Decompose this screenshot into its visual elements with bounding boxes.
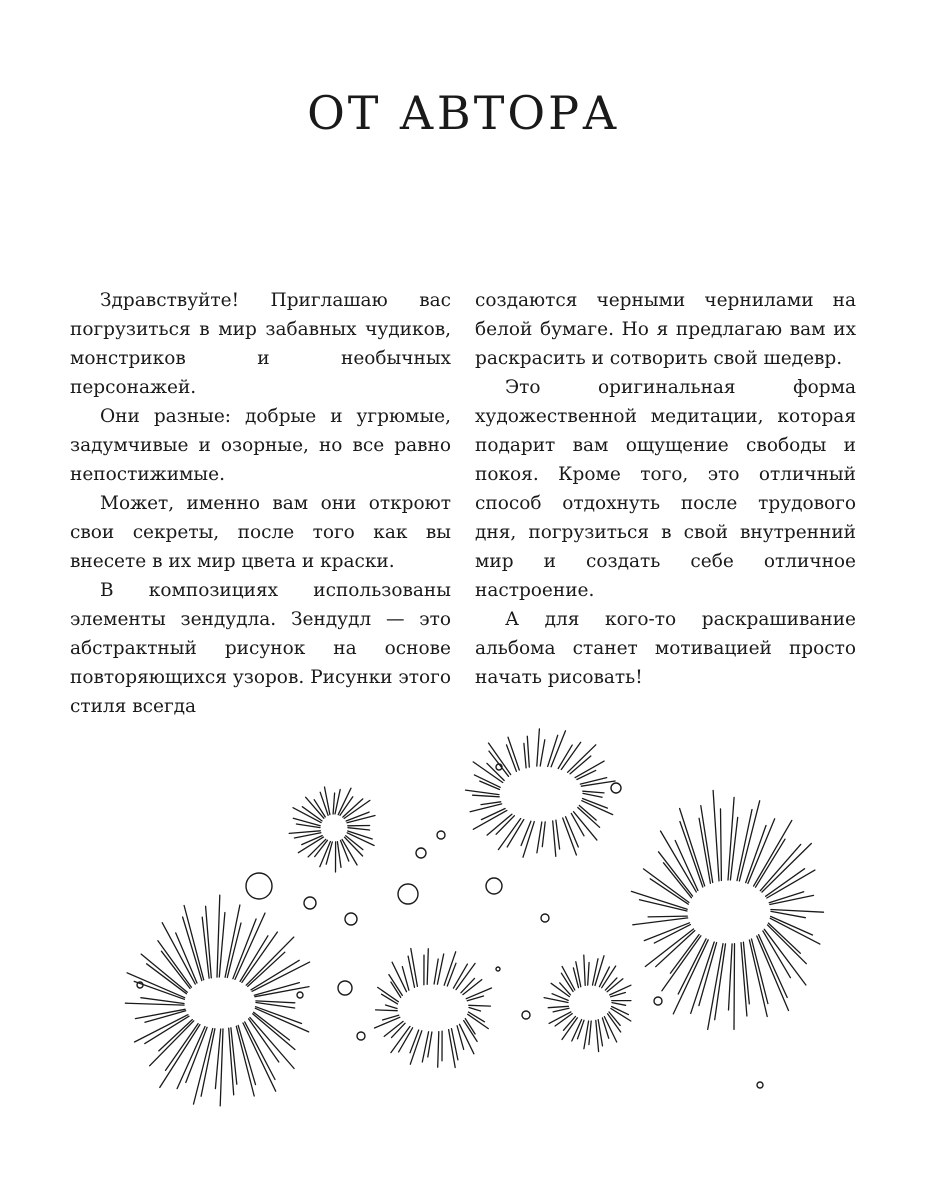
urchin-spine [527, 736, 529, 767]
urchin-spine [574, 812, 597, 840]
urchin-spine [680, 809, 705, 886]
urchin-spine [743, 942, 749, 1004]
bubble-circle [611, 783, 621, 793]
paragraph: Здравствуйте! Приглашаю вас погрузиться в мир забавных чудиков, монстриков и необычных персонажей. [70, 290, 451, 398]
bubble-circle [437, 831, 445, 839]
urchin-spine [333, 793, 335, 814]
urchin-spine [578, 808, 600, 828]
paragraph: Они разные: добрые и угрюмые, задумчивые и озорные, но все равно непостижимые. [70, 406, 451, 485]
urchin-spine [593, 959, 599, 985]
urchin-spine [583, 791, 604, 793]
urchin-spine [576, 962, 581, 987]
urchin-spine [158, 941, 192, 988]
urchin-spine [457, 1026, 464, 1050]
urchin-spine [256, 1007, 302, 1024]
bubble-circle [757, 1082, 763, 1088]
urchin-spine [447, 963, 456, 986]
urchin-spine [602, 1018, 608, 1038]
urchin-spine [701, 806, 713, 883]
urchin-spine [202, 917, 209, 978]
zendoodle-sea-urchins-illustration [0, 700, 927, 1120]
urchin-spine [215, 1029, 220, 1089]
urchin-spine [487, 814, 512, 835]
urchin-spine [581, 781, 615, 786]
urchin-spine [760, 844, 800, 890]
urchin-spine [578, 1020, 585, 1039]
paragraph: Это оригинальная форма художественной медитации, которая подарит вам ощущение свободы и покоя. Кроме того, это отличный способ отдохнуть после трудового дня, погрузиться в свой внутренний мир и создать себе отличное настроение. [475, 377, 856, 601]
urchin-spine [348, 828, 370, 830]
urchin-spine [524, 743, 526, 767]
urchin-spine [337, 842, 341, 868]
urchin-spine [469, 1005, 491, 1006]
urchin-spine [177, 1027, 205, 1089]
urchin-spine [427, 949, 428, 985]
urchin-spine [481, 802, 501, 805]
urchin-spine [410, 1030, 419, 1053]
paragraph: В композициях использованы элементы зендудла. Зендудл — это абстрактный рисунок на основе повторяющихся узоров. Рисунки этого стиля всегда [70, 580, 451, 717]
urchin-doodle [289, 787, 375, 872]
urchin-spine [596, 1020, 599, 1051]
urchin-spine [579, 806, 596, 821]
urchin-spine [659, 852, 693, 896]
urchin-spine [721, 809, 722, 881]
text-column-right [475, 286, 856, 692]
urchin-spine [236, 1026, 254, 1096]
urchin-spine [294, 833, 320, 838]
urchin-spine [160, 1025, 200, 1088]
urchin-spine [238, 1025, 255, 1084]
urchin-spine [771, 911, 805, 917]
urchin-spine [469, 1008, 481, 1012]
urchin-spine [254, 983, 299, 996]
urchin-spine [219, 913, 225, 978]
urchin-doodle [544, 955, 631, 1052]
urchin-doodle [375, 949, 492, 1068]
urchin-spine [248, 952, 285, 986]
urchin-spine [633, 918, 688, 925]
urchin-spine [553, 1008, 569, 1012]
urchin-spine [249, 1019, 279, 1062]
urchin-spine [771, 916, 813, 935]
urchin-spine [548, 1006, 568, 1007]
urchin-spine [583, 793, 602, 797]
urchin-spine [729, 944, 733, 1010]
urchin-spine [588, 963, 589, 986]
urchin-spine [256, 1003, 295, 1009]
urchin-spine [734, 944, 735, 1030]
urchin-spine [537, 822, 542, 853]
bubble-circle [541, 914, 549, 922]
urchin-spine [252, 962, 310, 991]
urchin-spine [540, 740, 545, 766]
urchin-spine [470, 804, 502, 812]
urchin-spine [141, 998, 184, 1004]
urchin-spine [402, 967, 409, 991]
paragraph: Может, именно вам они откроют свои секреты, после того как вы внесете в их мир цвета и краски. [70, 493, 451, 572]
urchin-spine [125, 1003, 184, 1005]
urchin-spine [386, 1005, 398, 1009]
urchin-spine [575, 761, 604, 778]
urchin-spine [598, 1020, 602, 1046]
urchin-spine [449, 1030, 456, 1068]
urchin-spine [289, 831, 320, 834]
bubble-circle [496, 967, 500, 971]
text-column-left [70, 286, 451, 721]
urchin-spine [229, 1028, 234, 1095]
urchin-spine [612, 1003, 626, 1006]
page-title: ОТ АВТОРА [307, 86, 620, 140]
urchin-spine [335, 790, 340, 815]
bubble-circle [398, 884, 418, 904]
bubble-circle [654, 997, 662, 1005]
urchin-spine [537, 729, 540, 766]
urchin-spine [645, 929, 693, 967]
urchin-spine [521, 821, 531, 845]
bubble-circle [522, 1011, 530, 1019]
urchin-spine [220, 1029, 223, 1106]
urchin-spine [135, 1009, 185, 1018]
urchin-spine [438, 1032, 439, 1068]
urchin-spine [411, 949, 418, 987]
bubble-circle [304, 897, 316, 909]
urchin-spine [217, 895, 220, 977]
bubble-circle [297, 992, 303, 998]
urchin-spine [589, 1021, 591, 1045]
paragraph-continued: создаются черными чернилами на белой бумаге. Но я предлагаю вам их раскрасить и сотворить свой шедевр. [475, 290, 856, 369]
urchin-spine [662, 936, 701, 991]
urchin-spine [728, 797, 734, 880]
urchin-spine [233, 919, 256, 979]
urchin-spine [749, 940, 767, 1017]
bubble-circle [486, 878, 502, 894]
urchin-spine [235, 913, 265, 979]
urchin-spine [584, 1021, 589, 1049]
bubble-circle [246, 873, 272, 899]
urchin-spine [553, 821, 556, 856]
urchin-spine [376, 1010, 398, 1011]
urchin-doodle [466, 729, 616, 857]
urchin-spine [762, 844, 811, 893]
urchin-spine [194, 1029, 213, 1105]
urchin-spine [474, 775, 500, 787]
urchin-spine [584, 955, 585, 985]
bubble-circle [357, 1032, 365, 1040]
urchin-doodle [125, 895, 309, 1106]
urchin-spine [135, 1015, 188, 1042]
urchin-doodle [631, 790, 823, 1029]
urchin-spine [473, 795, 500, 797]
urchin-spine [648, 916, 687, 917]
urchin-spine [556, 820, 560, 849]
bubble-circle [345, 913, 357, 925]
urchin-spine [473, 810, 507, 829]
urchin-spine [771, 910, 824, 913]
urchin-spine [542, 822, 545, 847]
urchin-spine [739, 801, 759, 881]
urchin-spine [466, 790, 500, 795]
urchin-spine [768, 925, 807, 964]
urchin-spine [713, 790, 719, 881]
urchin-spine [251, 960, 299, 990]
bubble-circle [338, 981, 352, 995]
urchin-spine [325, 787, 330, 815]
paragraph: А для кого-то раскрашивание альбома станет мотивацией просто начать рисовать! [475, 609, 856, 688]
bubble-circle [416, 848, 426, 858]
urchin-spine [675, 841, 698, 891]
urchin-spine [256, 1001, 295, 1003]
